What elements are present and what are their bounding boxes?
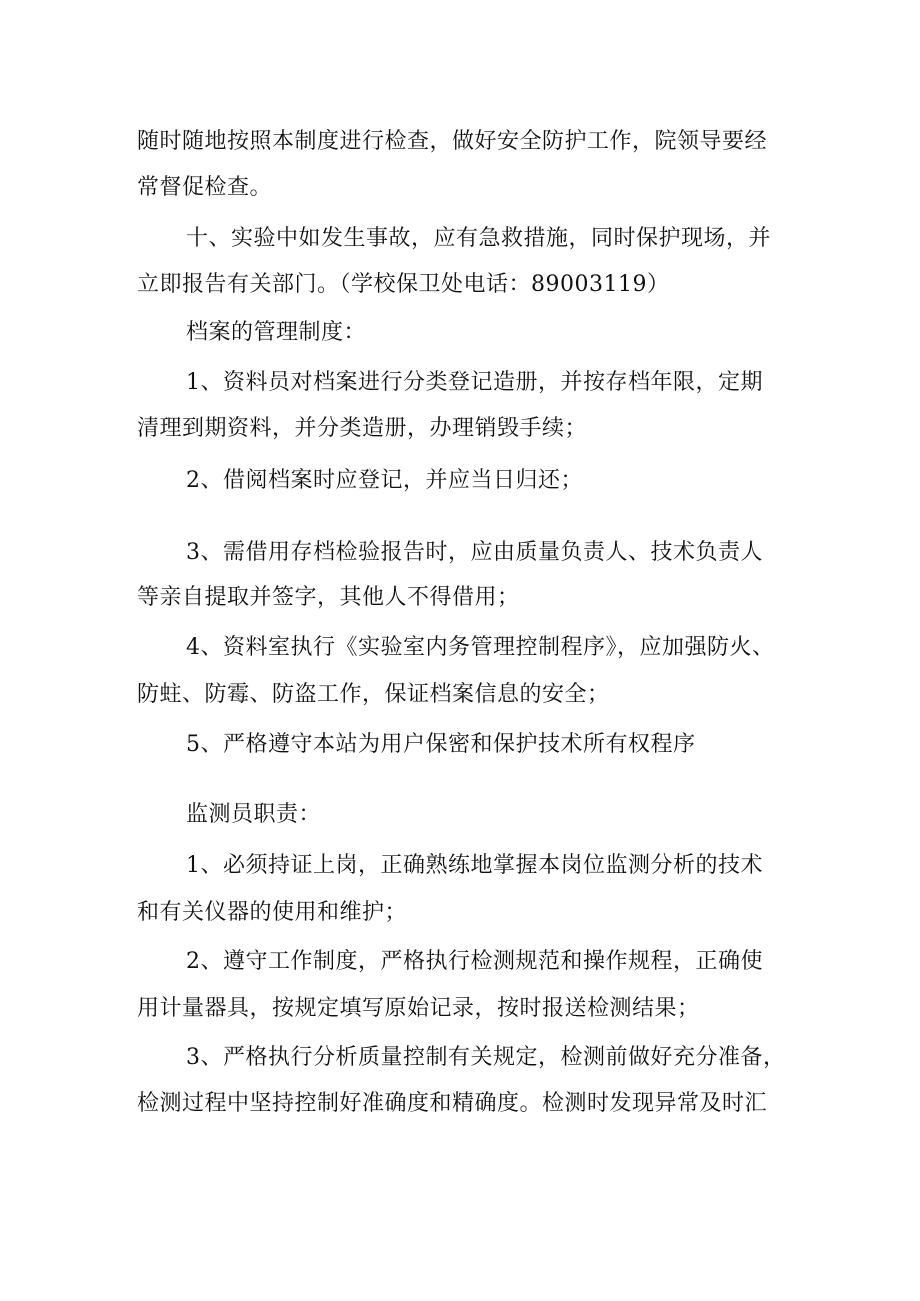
list-item: 5、严格遵守本站为用户保密和保护技术所有权程序	[186, 732, 696, 757]
text-line: 和有关仪器的使用和维护；	[137, 900, 408, 925]
list-item: 1、资料员对档案进行分类登记造册，并按存档年限，定期	[186, 370, 763, 395]
text-line: 常督促检查。	[137, 175, 273, 200]
list-item: 1、必须持证上岗，正确熟练地掌握本岗位监测分析的技术	[186, 853, 763, 878]
text-line: 等亲自提取并签字，其他人不得借用；	[137, 585, 520, 610]
text-line: 随时随地按照本制度进行检查，做好安全防护工作，院领导要经	[137, 129, 768, 154]
text-line: 立即报告有关部门。（学校保卫处电话：89003119）	[137, 272, 670, 297]
list-item: 4、资料室执行《实验室内务管理控制程序》，应加强防火、	[186, 635, 775, 660]
section-heading-monitor-duties: 监测员职责：	[186, 802, 322, 827]
text-line: 防蛀、防霉、防盗工作，保证档案信息的安全；	[137, 682, 610, 707]
paragraph-ten: 十、实验中如发生事故，应有急救措施，同时保护现场，并	[186, 226, 772, 251]
text-line: 用计量器具，按规定填写原始记录，按时报送检测结果；	[137, 996, 700, 1021]
text-line: 检测过程中坚持控制好准确度和精确度。检测时发现异常及时汇	[137, 1091, 768, 1116]
list-item: 2、借阅档案时应登记，并应当日归还；	[186, 468, 583, 493]
section-heading-archives: 档案的管理制度：	[186, 320, 367, 345]
text-line: 清理到期资料，并分类造册，办理销毁手续；	[137, 416, 588, 441]
list-item: 3、严格执行分析质量控制有关规定，检测前做好充分准备，	[186, 1045, 786, 1070]
list-item: 2、遵守工作制度，严格执行检测规范和操作规程，正确使	[186, 949, 763, 974]
list-item: 3、需借用存档检验报告时，应由质量负责人、技术负责人	[186, 540, 763, 565]
